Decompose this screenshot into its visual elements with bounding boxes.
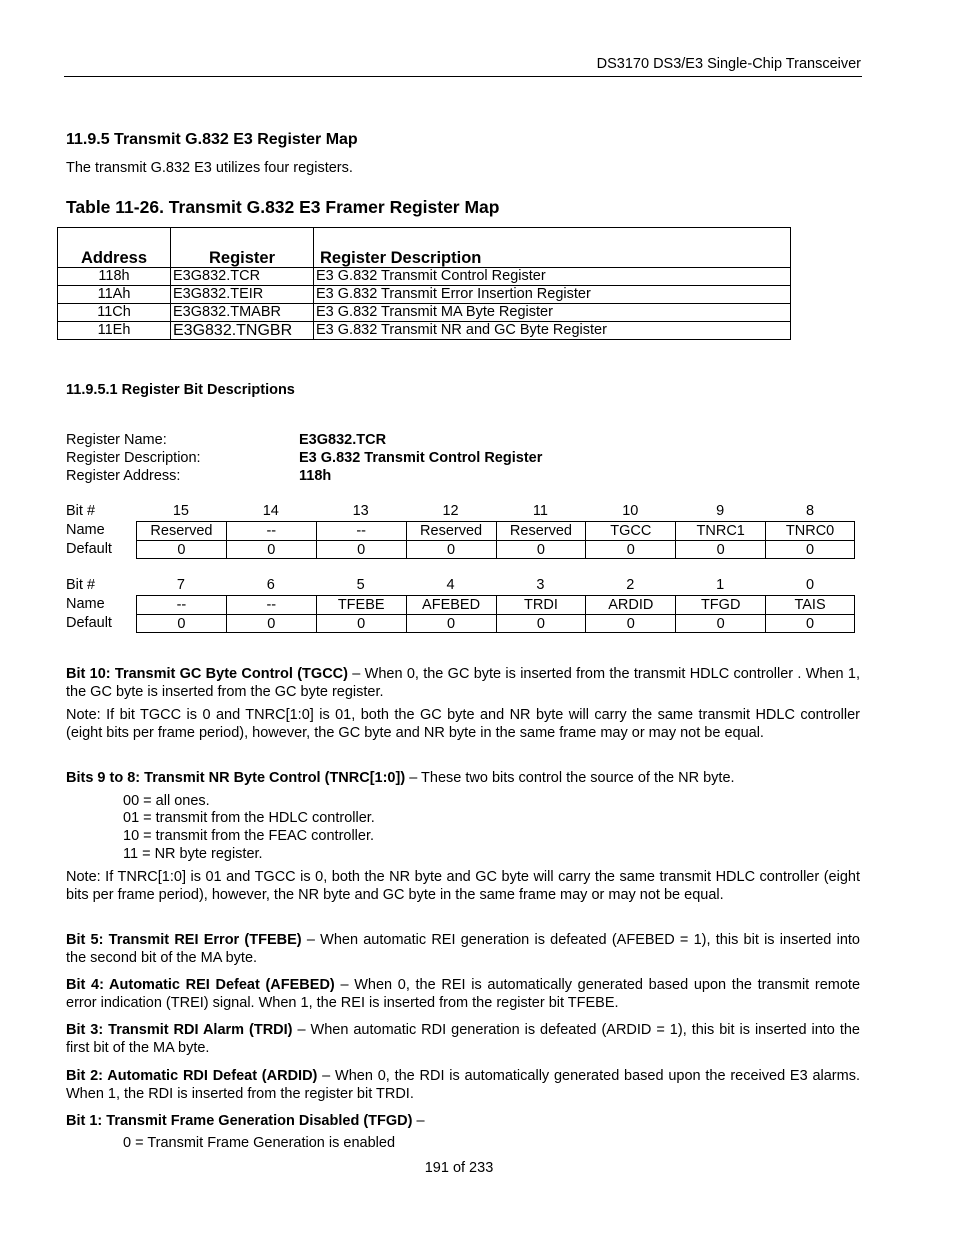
register-name-value: E3G832.TCR xyxy=(299,432,387,448)
section-heading: 11.9.5 Transmit G.832 E3 Register Map xyxy=(66,131,358,148)
bits98-description xyxy=(66,769,860,787)
bit-default-label: Default xyxy=(66,541,112,557)
register-name-label: Register Name: xyxy=(66,432,167,448)
bit-name-label: Name xyxy=(66,522,105,538)
bit2-text: – When 0, the RDI is automatically generated based upon the received E3 alarms. When 1, the RDI is inserted from the register bit TRDI. xyxy=(66,1068,860,1102)
bit-name-row xyxy=(136,521,855,540)
cell-address: 11Ch xyxy=(58,304,171,322)
note-tgcc: Note: If bit TGCC is 0 and TNRC[1:0] is 01, both the GC byte and NR byte will carry the same transmit HDLC controller (eight bits per frame period), however, the GC byte and NR byte in the same frame may or may not be equal. xyxy=(66,707,860,741)
table-row xyxy=(58,304,791,322)
register-desc-value: E3 G.832 Transmit Control Register xyxy=(299,450,543,466)
bit-name: TFGD xyxy=(675,595,765,614)
subsection-heading: 11.9.5.1 Register Bit Descriptions xyxy=(66,382,295,398)
bit-name: -- xyxy=(136,595,226,614)
running-header: DS3170 DS3/E3 Single-Chip Transceiver xyxy=(596,56,861,72)
bit-number: 3 xyxy=(536,577,545,593)
bit-default: 0 xyxy=(406,540,496,559)
register-addr-value: 118h xyxy=(299,468,332,484)
bit-name: -- xyxy=(226,521,316,540)
bit1-title: Bit 1: Transmit Frame Generation Disabled (TFGD) xyxy=(66,1113,413,1129)
bit-number: 13 xyxy=(352,503,369,519)
bit-number: 4 xyxy=(446,577,455,593)
bit-default: 0 xyxy=(226,540,316,559)
bits98-title: Bits 9 to 8: Transmit NR Byte Control (TNRC[1:0]) xyxy=(66,770,406,786)
header-register: Register xyxy=(171,228,314,268)
table-row xyxy=(58,322,791,340)
bit3-title: Bit 3: Transmit RDI Alarm (TRDI) xyxy=(66,1022,293,1038)
bit-default: 0 xyxy=(406,614,496,633)
register-addr-label: Register Address: xyxy=(66,468,181,484)
bit-number: 1 xyxy=(716,577,725,593)
register-map-table xyxy=(57,227,791,340)
bit-number-label: Bit # xyxy=(66,577,96,593)
cell-register: E3G832.TMABR xyxy=(171,304,314,322)
bit4-description xyxy=(66,976,860,1012)
bit-table-lower xyxy=(136,576,855,633)
bit-default: 0 xyxy=(765,540,855,559)
cell-register: E3G832.TNGBR xyxy=(171,322,314,340)
bit-number: 14 xyxy=(262,503,279,519)
tfgd-option: 0 = Transmit Frame Generation is enabled xyxy=(123,1135,396,1151)
bit-number: 8 xyxy=(806,503,815,519)
bit-default: 0 xyxy=(585,540,675,559)
cell-description: E3 G.832 Transmit Control Register xyxy=(314,268,791,286)
bit-number: 12 xyxy=(442,503,459,519)
nr-option: 00 = all ones. xyxy=(123,793,210,809)
bit-number: 15 xyxy=(172,503,189,519)
section-intro: The transmit G.832 E3 utilizes four registers. xyxy=(66,160,353,176)
nr-option: 01 = transmit from the HDLC controller. xyxy=(123,810,375,826)
bit1-description xyxy=(66,1112,860,1130)
table-row xyxy=(58,286,791,304)
bit-name: Reserved xyxy=(496,521,586,540)
header-address: Address xyxy=(58,228,171,268)
cell-register: E3G832.TCR xyxy=(171,268,314,286)
bit4-text: – When 0, the REI is automatically generated based upon the transmit remote error indication (TREI) signal. When 1, the REI is inserted from the register bit TFEBE. xyxy=(66,977,861,1011)
bit-number: 2 xyxy=(626,577,635,593)
bit-default: 0 xyxy=(136,540,226,559)
bit-default-label: Default xyxy=(66,615,112,631)
table-header-row xyxy=(58,228,791,268)
bit-name: -- xyxy=(316,521,406,540)
register-desc-label: Register Description: xyxy=(66,450,201,466)
bit-name: TAIS xyxy=(765,595,855,614)
bit4-title: Bit 4: Automatic REI Defeat (AFEBED) xyxy=(66,977,335,993)
bit-name: -- xyxy=(226,595,316,614)
cell-address: 11Ah xyxy=(58,286,171,304)
bit-name: Reserved xyxy=(136,521,226,540)
bit10-description xyxy=(66,665,860,701)
nr-option: 10 = transmit from the FEAC controller. xyxy=(123,828,375,844)
bit-default-row xyxy=(136,614,855,633)
header-rule xyxy=(64,76,862,77)
bit3-description xyxy=(66,1021,860,1057)
note-tnrc: Note: If TNRC[1:0] is 01 and TGCC is 0, both the NR byte and GC byte will carry the same transmit HDLC controller (eight bits per frame period), however, the NR byte and GC byte in the same frame may or may not be equal. xyxy=(66,869,860,903)
bit-default: 0 xyxy=(226,614,316,633)
bit-name: TNRC0 xyxy=(765,521,855,540)
bit-number: 5 xyxy=(356,577,365,593)
bit-default: 0 xyxy=(136,614,226,633)
bit-number: 6 xyxy=(266,577,275,593)
cell-address: 118h xyxy=(58,268,171,286)
bit2-title: Bit 2: Automatic RDI Defeat (ARDID) xyxy=(66,1068,318,1084)
bit-default: 0 xyxy=(496,540,586,559)
bit-default: 0 xyxy=(675,614,765,633)
nr-option: 11 = NR byte register. xyxy=(123,846,263,862)
bit-default-row xyxy=(136,540,855,559)
bit-default: 0 xyxy=(765,614,855,633)
bit3-text: – When automatic RDI generation is defeated (ARDID = 1), this bit is inserted into the first bit of the MA byte. xyxy=(66,1022,860,1056)
page-number: 191 of 233 xyxy=(424,1160,494,1176)
bit-name: ARDID xyxy=(585,595,675,614)
bit10-title: Bit 10: Transmit GC Byte Control (TGCC) xyxy=(66,666,348,682)
header-description: Register Description xyxy=(314,228,791,268)
bit-name: TRDI xyxy=(496,595,586,614)
bit-default: 0 xyxy=(585,614,675,633)
cell-address: 11Eh xyxy=(58,322,171,340)
table-caption: Table 11-26. Transmit G.832 E3 Framer Register Map xyxy=(66,197,500,217)
bit-name: TGCC xyxy=(585,521,675,540)
bit5-text: – When automatic REI generation is defeated (AFEBED = 1), this bit is inserted into the second bit of the MA byte. xyxy=(66,932,860,966)
bit-name: AFEBED xyxy=(406,595,496,614)
bit5-description xyxy=(66,931,860,967)
bit-default: 0 xyxy=(675,540,765,559)
bit-number-row xyxy=(136,502,855,521)
bit-number: 11 xyxy=(532,503,548,519)
bit-number: 7 xyxy=(176,577,185,593)
bit-number: 9 xyxy=(716,503,725,519)
bit-number-row xyxy=(136,576,855,595)
bit-name: TFEBE xyxy=(316,595,406,614)
cell-description: E3 G.832 Transmit MA Byte Register xyxy=(314,304,791,322)
bit-default: 0 xyxy=(316,614,406,633)
cell-description: E3 G.832 Transmit NR and GC Byte Register xyxy=(314,322,791,340)
bit-default: 0 xyxy=(496,614,586,633)
bit1-text: – xyxy=(412,1113,425,1129)
bit5-title: Bit 5: Transmit REI Error (TFEBE) xyxy=(66,932,302,948)
bits98-text: – These two bits control the source of the NR byte. xyxy=(405,770,735,786)
cell-description: E3 G.832 Transmit Error Insertion Register xyxy=(314,286,791,304)
bit10-text: – When 0, the GC byte is inserted from the transmit HDLC controller . When 1, the GC byte is inserted from the GC byte register. xyxy=(66,666,861,700)
bit-number: 0 xyxy=(806,577,815,593)
bit-name: Reserved xyxy=(406,521,496,540)
bit-number: 10 xyxy=(622,503,639,519)
cell-register: E3G832.TEIR xyxy=(171,286,314,304)
bit-name-label: Name xyxy=(66,596,105,612)
bit-number-label: Bit # xyxy=(66,503,96,519)
bit-name-row xyxy=(136,595,855,614)
bit-name: TNRC1 xyxy=(675,521,765,540)
bit-default: 0 xyxy=(316,540,406,559)
bit2-description xyxy=(66,1067,860,1103)
bit-table-upper xyxy=(136,502,855,559)
table-row xyxy=(58,268,791,286)
